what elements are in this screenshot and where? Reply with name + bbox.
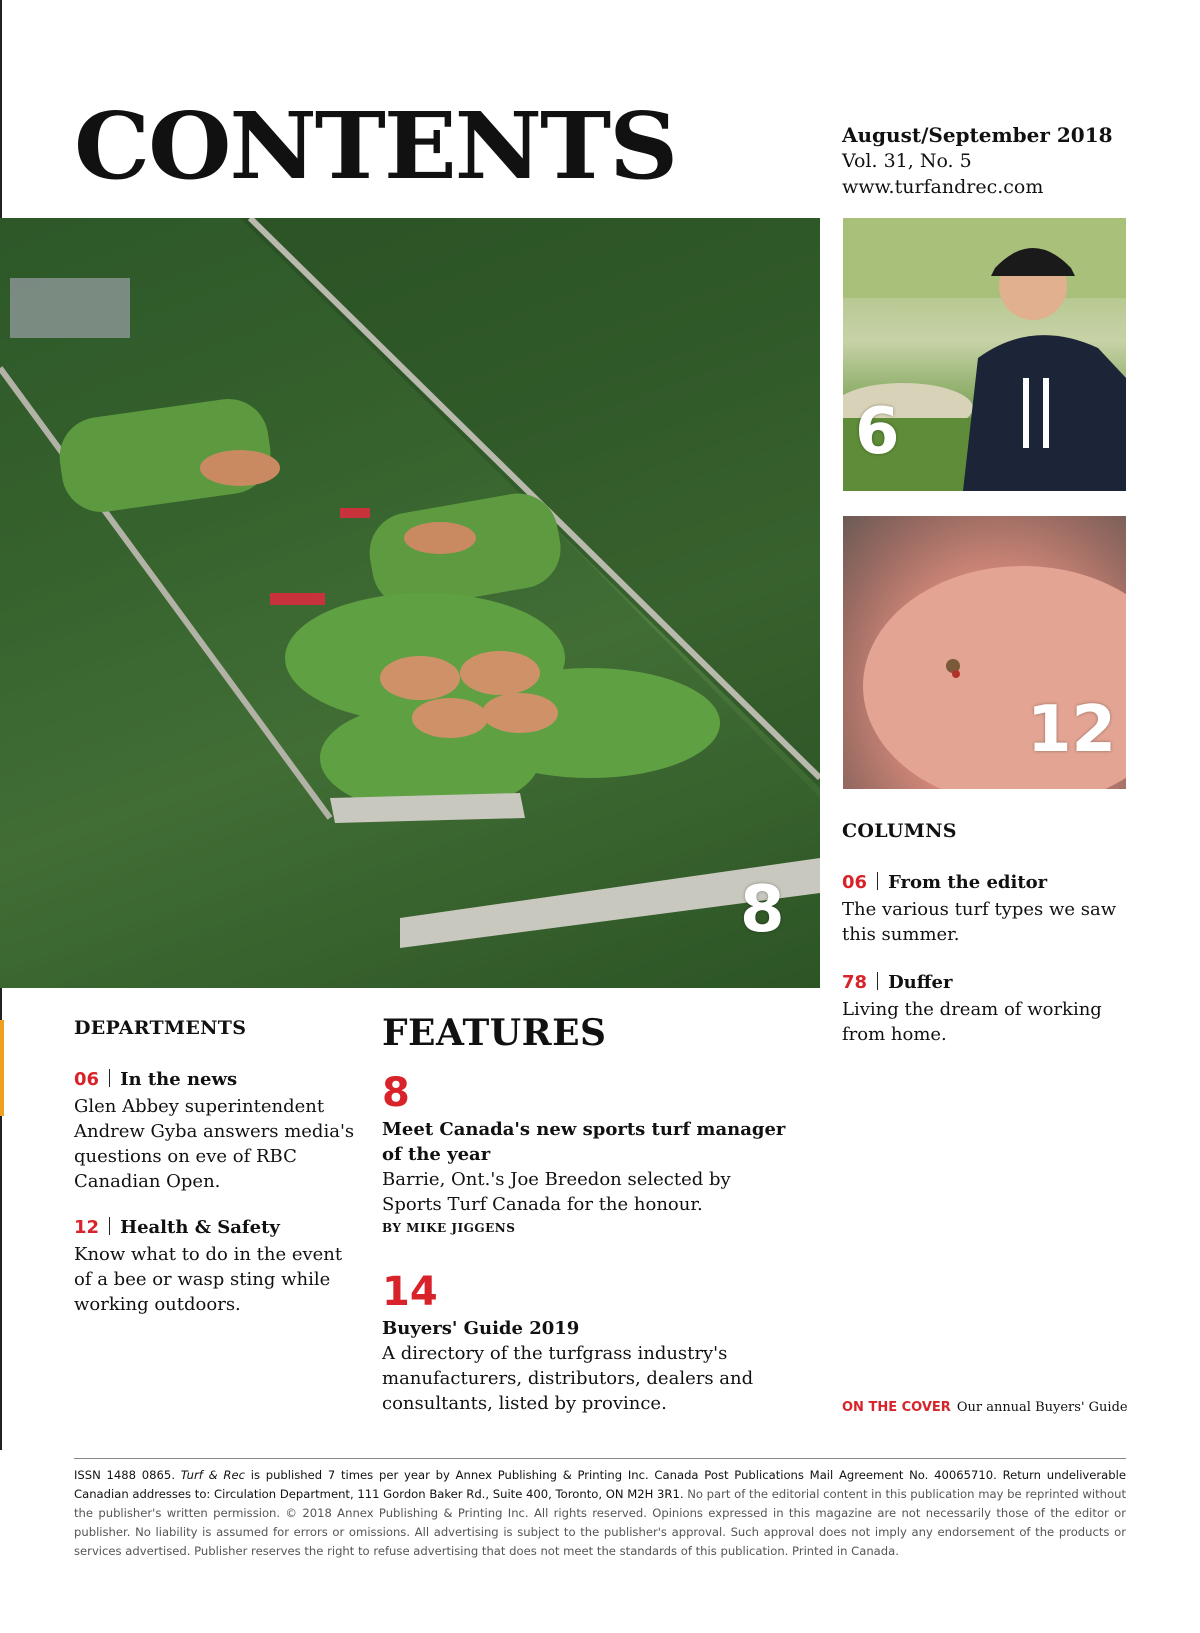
column-description: The various turf types we saw this summer. <box>842 899 1117 945</box>
feature-title: Buyers' Guide 2019 <box>382 1318 580 1339</box>
divider <box>109 1217 110 1235</box>
feature-description: A directory of the turfgrass industry's manufacturers, distributors, dealers and consultants, listed by province. <box>382 1343 754 1414</box>
feature-title: Meet Canada's new sports turf manager of the year <box>382 1119 786 1165</box>
website-link[interactable]: www.turfandrec.com <box>842 176 1044 198</box>
footer-divider <box>74 1458 1126 1459</box>
features-heading: FEATURES <box>382 1012 607 1054</box>
bee-sting-photo <box>843 516 1126 789</box>
issue-volume: Vol. 31, No. 5 <box>842 150 972 172</box>
column-page-number: 78 <box>842 972 868 993</box>
page-title: CONTENTS <box>74 92 677 200</box>
department-page-number: 12 <box>74 1217 100 1238</box>
column-page-number: 06 <box>842 872 868 893</box>
cover-label: ON THE COVER <box>842 1400 951 1415</box>
department-description: Know what to do in the event of a bee or wasp sting while working outdoors. <box>74 1244 343 1315</box>
page-edge-marker <box>0 1020 4 1116</box>
divider <box>109 1069 110 1087</box>
department-page-number: 06 <box>74 1069 100 1090</box>
department-name: Health & Safety <box>120 1217 280 1238</box>
columns-heading: COLUMNS <box>842 820 957 842</box>
footer-publication-name: Turf & Rec <box>180 1468 245 1482</box>
cover-text: Our annual Buyers' Guide <box>956 1400 1128 1415</box>
footer-legal-text: No part of the editorial content in this publication may be reprinted without the publisher's written permission. © 2018 Annex Publishing & Printing Inc. All rights reserved. Opinions expressed in this magazine are not necessarily those of the editor or publisher. No liability is assumed for errors or omissions. All advertising is subject to the publisher's approval. Such approval does not imply any endorsement of the products or services advertised. Publisher reserves the right to refuse advertising that does not meet the standards of this publication. Printed in Canada. <box>74 1487 1126 1558</box>
feature-page-number-overlay: 8 <box>740 873 785 947</box>
feature-page-number: 8 <box>382 1070 410 1116</box>
feature-entry[interactable] <box>382 1269 792 1416</box>
feature-description: Barrie, Ont.'s Joe Breedon selected by Sports Turf Canada for the honour. <box>382 1169 731 1215</box>
column-entry[interactable] <box>842 970 1132 1047</box>
divider <box>877 972 878 990</box>
on-the-cover-note <box>842 1400 1128 1415</box>
department-entry[interactable] <box>74 1067 364 1194</box>
publication-footer <box>74 1466 1126 1561</box>
department-description: Glen Abbey superintendent Andrew Gyba answers media's questions on eve of RBC Canadian Open. <box>74 1096 355 1192</box>
divider <box>877 872 878 890</box>
column-description: Living the dream of working from home. <box>842 999 1102 1045</box>
column-name: From the editor <box>888 872 1048 893</box>
aerial-photo-illustration <box>0 218 820 988</box>
departments-heading: DEPARTMENTS <box>74 1017 247 1039</box>
footer-return-address: Return undeliverable Canadian addresses to: Circulation Department, 111 Gordon Baker Rd., Suite 400, Toronto, ON M2H 3R1. <box>74 1468 1126 1501</box>
feature-page-number: 14 <box>382 1269 438 1315</box>
editor-page-number-overlay: 6 <box>855 395 900 469</box>
department-entry[interactable] <box>74 1215 364 1317</box>
footer-issn: ISSN 1488 0865. <box>74 1468 175 1482</box>
issue-date: August/September 2018 <box>842 123 1113 147</box>
column-name: Duffer <box>888 972 953 993</box>
issue-info <box>842 122 1113 200</box>
department-name: In the news <box>120 1069 238 1090</box>
column-entry[interactable] <box>842 870 1132 947</box>
sting-page-number-overlay: 12 <box>1027 693 1117 767</box>
feature-byline: BY MIKE JIGGENS <box>382 1221 516 1235</box>
feature-entry[interactable] <box>382 1070 792 1235</box>
editor-portrait-photo <box>843 218 1126 491</box>
footer-publishing-info: is published 7 times per year by Annex Publishing & Printing Inc. Canada Post Publications Mail Agreement No. 40065710. <box>250 1468 997 1482</box>
aerial-sports-fields-photo <box>0 218 820 988</box>
